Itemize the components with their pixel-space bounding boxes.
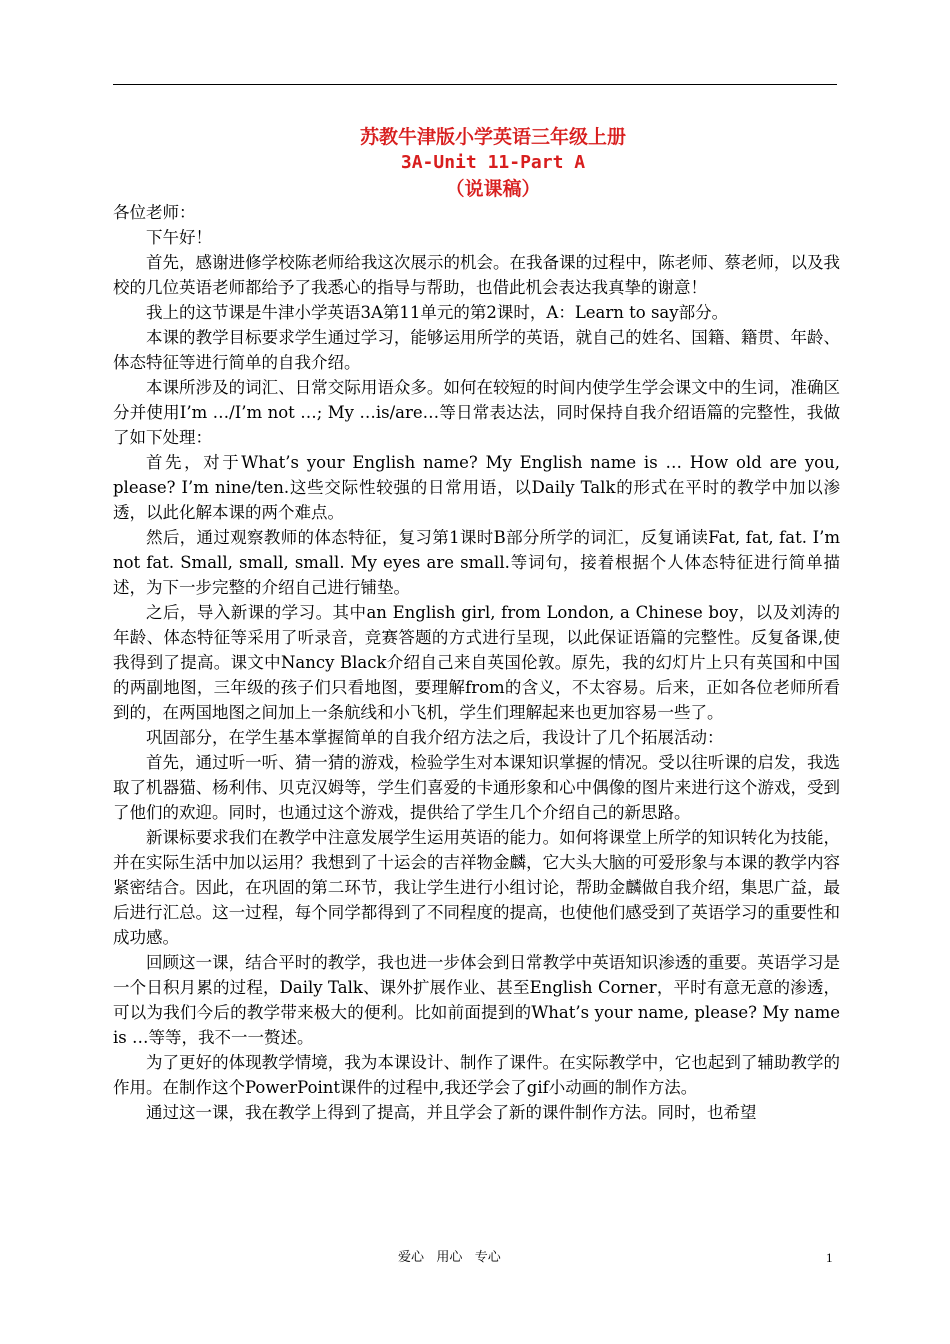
paragraph: 为了更好的体现教学情境，我为本课设计、制作了课件。在实际教学中，它也起到了辅助教学的作用。在制作这个PowerPoint课件的过程中,我还学会了gif小动画的制作方法。: [113, 1053, 840, 1097]
paragraph: 我上的这节课是牛津小学英语3A第11单元的第2课时，A：Learn to say部分。: [146, 303, 729, 322]
title-line-3: （说课稿）: [445, 178, 541, 200]
title-line-2: 3A-Unit 11-Part A: [400, 152, 586, 173]
paragraph: 本课的教学目标要求学生通过学习，能够运用所学的英语，就自己的姓名、国籍、籍贯、年龄、体态特征等进行简单的自我介绍。: [113, 328, 840, 372]
paragraph: 首先，通过听一听、猜一猜的游戏，检验学生对本课知识掌握的情况。受以往听课的启发，我选取了机器猫、杨利伟、贝克汉姆等，学生们喜爱的卡通形象和心中偶像的图片来进行这个游戏，受到了他们的欢迎。同时，也通过这个游戏，提供给了学生几个介绍自己的新思路。: [113, 753, 840, 822]
header-rule: [113, 84, 837, 85]
greeting: 各位老师：: [113, 203, 196, 222]
page-number: 1: [826, 1250, 833, 1265]
title-line-1: 苏教牛津版小学英语三年级上册: [359, 126, 626, 148]
paragraph: 然后，通过观察教师的体态特征，复习第1课时B部分所学的词汇，反复诵读Fat, fat, fat. I’m not fat. Small, small, small. My eyes are small.等词句，接着根据个人体态特征进行简单描述，为下一步完整的介绍自己进行铺垫。: [113, 528, 840, 597]
paragraph: 首先，感谢进修学校陈老师给我这次展示的机会。在我备课的过程中，陈老师、蔡老师，以及我校的几位英语老师都给予了我悉心的指导与帮助，也借此机会表达我真挚的谢意！: [113, 253, 840, 297]
document-title: [113, 124, 873, 202]
paragraph: 本课所涉及的词汇、日常交际用语众多。如何在较短的时间内使学生学会课文中的生词，准确区分并使用I’m …/I’m not …; My …is/are…等日常表达法，同时保持自我介绍语篇的完整性，我做了如下处理：: [113, 378, 840, 447]
paragraph: 新课标要求我们在教学中注意发展学生运用英语的能力。如何将课堂上所学的知识转化为技能，并在实际生活中加以运用？我想到了十运会的吉祥物金麟，它大头大脑的可爱形象与本课的教学内容紧密结合。因此，在巩固的第二环节，我让学生进行小组讨论，帮助金麟做自我介绍，集思广益，最后进行汇总。这一过程，每个同学都得到了不同程度的提高，也使他们感受到了英语学习的重要性和成功感。: [113, 828, 840, 947]
paragraph: 下午好！: [146, 228, 212, 247]
paragraph: 之后，导入新课的学习。其中an English girl, from London, a Chinese boy，以及刘涛的年龄、体态特征等采用了听录音，竞赛答题的方式进行呈现，以此保证语篇的完整性。反复备课,使我得到了提高。课文中Nancy Black介绍自己来自英国伦敦。原先，我的幻灯片上只有英国和中国的两副地图，三年级的孩子们只看地图，要理解from的含义，不太容易。后来，正如各位老师所看到的，在两国地图之间加上一条航线和小飞机，学生们理解起来也更加容易一些了。: [113, 603, 840, 722]
paragraph: 回顾这一课，结合平时的教学，我也进一步体会到日常教学中英语知识渗透的重要。英语学习是一个日积月累的过程，Daily Talk、课外扩展作业、甚至English Corner，平时有意无意的渗透，可以为我们今后的教学带来极大的便利。比如前面提到的What’s your name, please? My name is …等等，我不一一赘述。: [113, 953, 840, 1047]
paragraph: 通过这一课，我在教学上得到了提高，并且学会了新的课件制作方法。同时，也希望: [146, 1103, 757, 1122]
paragraph: 巩固部分，在学生基本掌握简单的自我介绍方法之后，我设计了几个拓展活动：: [146, 728, 724, 747]
document-body: [113, 200, 840, 1125]
paragraph: 首先，对于What’s your English name? My English name is … How old are you, please? I’m nine/ten.这些交际性较强的日常用语，以Daily Talk的形式在平时的教学中加以渗透，以此化解本课的两个难点。: [113, 453, 840, 522]
footer-motto: 爱心 用心 专心: [398, 1250, 501, 1265]
